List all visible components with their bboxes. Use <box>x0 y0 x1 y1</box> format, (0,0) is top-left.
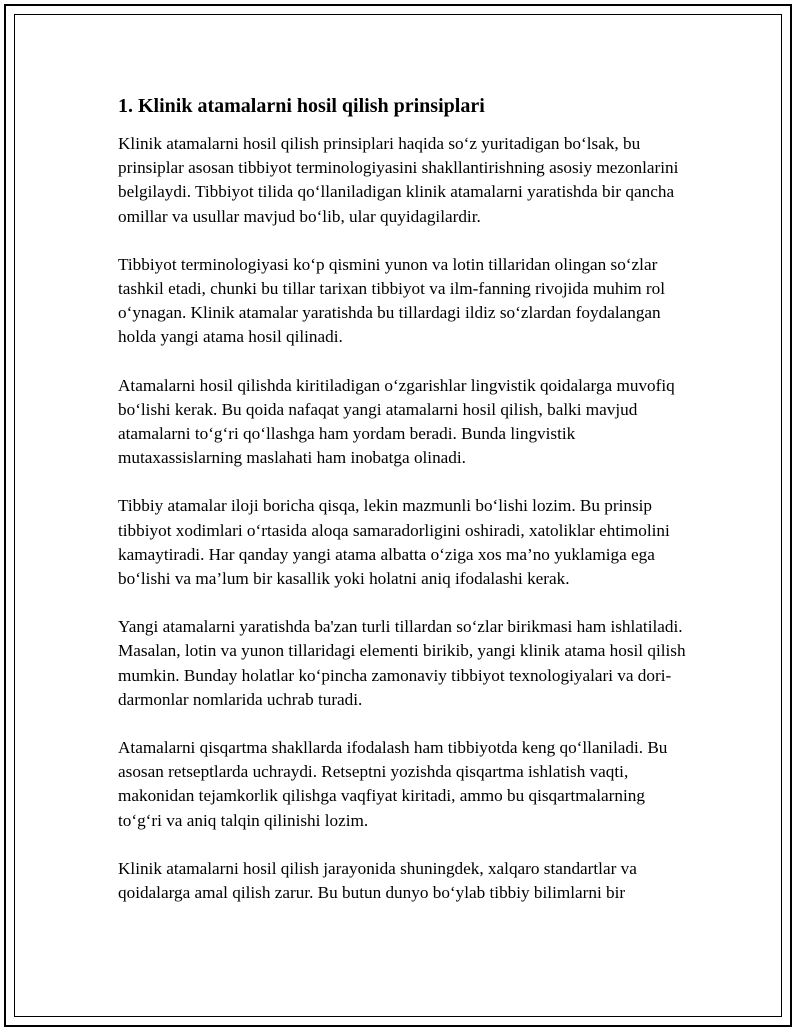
paragraph-6: Atamalarni qisqartma shakllarda ifodalash ham tibbiyotda keng qo‘llaniladi. Bu asosan retseptlarda uchraydi. Retseptni yozishda qisqartma ishlatish vaqti, makonidan tejamkorlik qilishga vaqfiyat kiritadi, ammo bu qisqartmalarning to‘g‘ri va aniq talqin qilinishi lozim. <box>118 738 668 830</box>
paragraph-1: Klinik atamalarni hosil qilish prinsiplari haqida so‘z yuritadigan bo‘lsak, bu prinsiplar asosan tibbiyot terminologiyasini shakllantirishning asosiy mezonlarini belgilaydi. Tibbiyot tilida qo‘llaniladigan klinik atamalarni yaratishda bir qancha omillar va usullar mavjud bo‘lib, ular quyidagilardir. <box>118 134 679 226</box>
section-heading: 1. Klinik atamalarni hosil qilish prinsiplari <box>118 95 485 117</box>
paragraph-3: Atamalarni hosil qilishda kiritiladigan o‘zgarishlar lingvistik qoidalarga muvofiq bo‘lishi kerak. Bu qoida nafaqat yangi atamalarni hosil qilish, balki mavjud atamalarni to‘g‘ri qo‘llashga ham yordam beradi. Bunda lingvistik mutaxassislarning maslahati ham inobatga olinadi. <box>118 375 675 468</box>
paragraph-7: Klinik atamalarni hosil qilish jarayonida shuningdek, xalqaro standartlar va qoidalarga amal qilish zarur. Bu butun dunyo bo‘ylab tibbiy bilimlarni bir <box>118 858 637 903</box>
paragraph-4: Tibbiy atamalar iloji boricha qisqa, lekin mazmunli bo‘lishi lozim. Bu prinsip tibbiyot xodimlari o‘rtasida aloqa samaradorligini oshiradi, xatoliklar ehtimolini kamaytiradi. Har qanday yangi atama albatta o‘ziga xos ma’no yuklamiga ega bo‘lishi va ma’lum bir kasallik yoki holatni aniq ifodalashi kerak. <box>118 496 670 589</box>
paragraph-2: Tibbiyot terminologiyasi ko‘p qismini yunon va lotin tillaridan olingan so‘zlar tashkil etadi, chunki bu tillar tarixan tibbiyot va ilm-fanning rivojida muhim rol o‘ynagan. Klinik atamalar yaratishda bu tillardagi ildiz so‘zlardan foydalangan holda yangi atama hosil qilinadi. <box>118 254 666 347</box>
document-body <box>118 92 690 929</box>
paragraph-5: Yangi atamalarni yaratishda ba'zan turli tillardan so‘zlar birikmasi ham ishlatiladi. Masalan, lotin va yunon tillaridagi elementi birikib, yangi klinik atama hosil qilish mumkin. Bunday holatlar ko‘pincha zamonaviy tibbiyot texnologiyalari va dori-darmonlar nomlarida uchrab turadi. <box>118 617 686 709</box>
